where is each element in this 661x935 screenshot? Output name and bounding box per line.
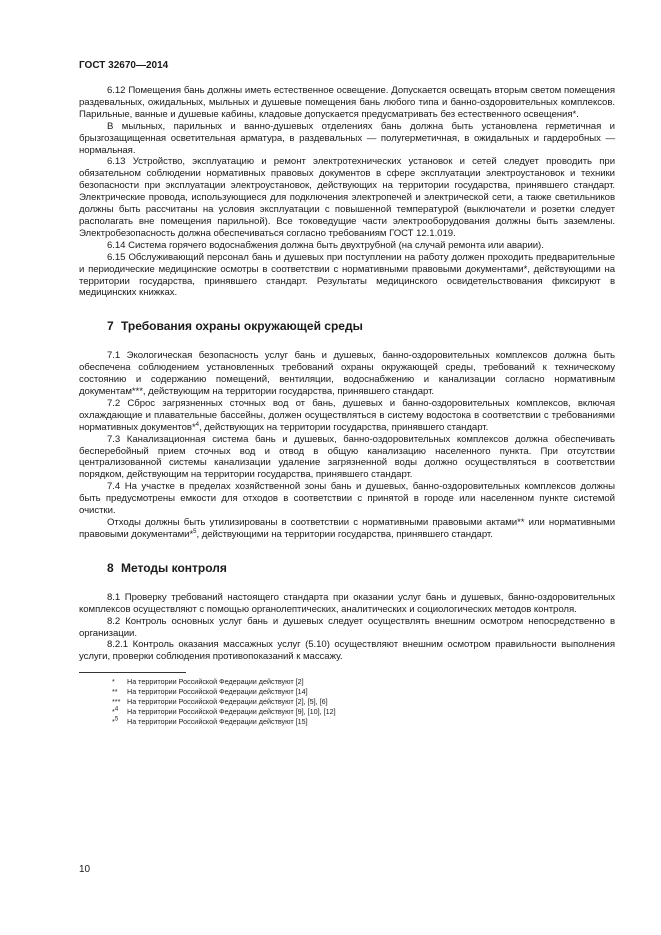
footnote-mark: * bbox=[112, 717, 115, 727]
footnote bbox=[112, 697, 615, 707]
footnote-mark: * bbox=[112, 677, 115, 687]
footnote-mark-sup: 5 bbox=[114, 716, 119, 723]
paragraph bbox=[79, 350, 615, 398]
paragraph-text: 8.1 Проверку требований настоящего стандарта при оказании услуг бань и душевых, банно-оздоровительных комплексов осуществляют с помощью органолептических, аналитических и социологических методов контроля. bbox=[79, 591, 615, 615]
section-heading bbox=[107, 319, 615, 333]
footnote-text: На территории Российской Федерации действуют [9], [10], [12] bbox=[127, 707, 336, 717]
footnote-text: На территории Российской Федерации действуют [2], [5], [6] bbox=[127, 697, 328, 707]
footnote-mark: *** bbox=[112, 697, 121, 707]
section-title: Методы контроля bbox=[121, 560, 227, 575]
paragraph-text: , действующими на территории государства, принявшего стандарт. bbox=[196, 528, 493, 540]
footnote-marker bbox=[112, 687, 127, 697]
section-number: 8 bbox=[107, 560, 114, 575]
paragraph-text: 7.1 Экологическая безопасность услуг бань и душевых, банно-оздоровительных комплексов должна быть обеспечена соблюдением установленных требований охраны окружающей среды, требований к техническому состоянию и содержанию помещений, вентиляции, водоснабжению и канализации согласно нормативным документам***, действующим на территории государства, принявшего стандарт. bbox=[79, 350, 615, 398]
paragraph bbox=[79, 156, 615, 239]
paragraph-text: 6.12 Помещения бань должны иметь естественное освещение. Допускается освещать вторым светом помещения раздевальных, ожидальных, мыльных и душевые помещения бань любого типа и банно-оздоровительных комплексов. Парильные, ванные и душевые кабины, кладовые допускается предусматривать без естественного освещения*. bbox=[79, 85, 615, 120]
paragraph-text: 6.15 Обслуживающий персонал бань и душевых при поступлении на работу должен проходить предварительные и периодические медицинские осмотры в соответствии с нормативными правовыми документами*, действующими на территории государства, принявшего стандарт. Результаты медицинского освидетельствования фиксируют в медицинских книжках. bbox=[79, 251, 615, 299]
footnote-marker bbox=[112, 717, 127, 727]
paragraph-text: 6.13 Устройство, эксплуатацию и ремонт электротехнических установок и сетей следует проводить при обязательном соблюдении нормативных правовых документов в сфере эксплуатации электроустановок и техники безопасности при эксплуатации электроустановок, действующих на территории государства, принявшего стандарт. Электрические провода, использующиеся для подключения электропечей и электрической сети, а также светильников должны быть рассчитаны на условия эксплуатации с повышенной температурой (выключатели и розетки следует располагать вне помещения парильной). Все токоведущие части электрооборудования должны быть заземлены. Электробезопасность должна обеспечиваться согласно требованиям ГОСТ 12.1.019. bbox=[79, 156, 615, 239]
footnote-ref[interactable]: 4 bbox=[195, 421, 199, 428]
paragraph bbox=[79, 121, 615, 157]
footnote bbox=[112, 707, 615, 717]
footnote-text: На территории Российской Федерации действуют [2] bbox=[127, 677, 304, 687]
footnote bbox=[112, 687, 615, 697]
paragraph bbox=[79, 639, 615, 663]
paragraph bbox=[79, 240, 615, 252]
section-heading bbox=[107, 561, 615, 575]
document-page bbox=[79, 60, 615, 727]
paragraph bbox=[79, 252, 615, 300]
paragraph-text: В мыльных, парильных и ванно-душевых отделениях бань должна быть установлена герметичная и брызгозащищенная осветительная арматура, в раздевальных — полугерметичная, в ожидальных и гардеробных — нормальная. bbox=[79, 120, 615, 156]
footnote-text: На территории Российской Федерации действуют [14] bbox=[127, 687, 308, 697]
paragraph bbox=[79, 85, 615, 121]
page-number: 10 bbox=[79, 864, 91, 875]
section-title: Требования охраны окружающей среды bbox=[121, 319, 363, 334]
paragraph bbox=[79, 616, 615, 640]
running-header: ГОСТ 32670—2014 bbox=[79, 60, 169, 71]
footnote bbox=[112, 677, 615, 687]
footnote-ref[interactable]: 5 bbox=[193, 528, 197, 535]
paragraph-text: 6.14 Система горячего водоснабжения должна быть двухтрубной (на случай ремонта или аварии). bbox=[107, 239, 544, 251]
paragraph-text: 8.2.1 Контроль оказания массажных услуг (5.10) осуществляют внешним осмотром правильности выполнения услуги, проверки соблюдения противопоказаний к массажу. bbox=[79, 639, 615, 663]
footnote-separator bbox=[79, 672, 186, 673]
paragraph-text: , действующих на территории государства, принявшего стандарт. bbox=[198, 421, 489, 433]
paragraph bbox=[79, 481, 615, 517]
footnotes bbox=[112, 677, 615, 727]
paragraph-text: Отходы должны быть утилизированы в соответствии с нормативными правовыми актами** или нормативными правовыми документами* bbox=[79, 517, 615, 540]
footnote-mark: * bbox=[112, 707, 115, 717]
paragraph bbox=[79, 398, 615, 434]
footnote-marker bbox=[112, 677, 127, 687]
footnote-mark: ** bbox=[112, 687, 118, 697]
paragraph-text: 8.2 Контроль основных услуг бань и душевых следует осуществлять внешним осмотром непосредственно в организации. bbox=[79, 615, 615, 639]
footnote-marker bbox=[112, 697, 127, 707]
footnote-mark-sup: 4 bbox=[114, 706, 119, 713]
paragraph-text: 7.3 Канализационная система бань и душевых, банно-оздоровительных комплексов должна обеспечивать бесперебойный прием сточных вод и отвод в общую канализацию населенного пункта. При отсутствии централизованной системы канализации удаление загрязненной воды должно осуществляться в соответствии порядком, действующим на территории государства, принявшего стандарт. bbox=[79, 433, 615, 481]
document-body bbox=[79, 85, 615, 663]
footnote-marker bbox=[112, 707, 127, 717]
footnote bbox=[112, 717, 615, 727]
paragraph bbox=[79, 434, 615, 482]
paragraph-text: 7.4 На участке в пределах хозяйственной зоны бань и душевых, банно-оздоровительных комплексов должны быть предусмотрены емкости для отходов в соответствии с принятой в городе или населенном пункте системой очистки. bbox=[79, 481, 615, 517]
paragraph bbox=[79, 517, 615, 541]
footnote-text: На территории Российской Федерации действуют [15] bbox=[127, 717, 308, 727]
paragraph-text: 7.2 Сброс загрязненных сточных вод от бань, душевых и банно-оздоровительных комплексов, включая охлаждающие и плавательные бассейны, должен осуществляться в систему водостока в соответствии с требованиями нормативных документов* bbox=[79, 397, 615, 433]
paragraph bbox=[79, 592, 615, 616]
section-number: 7 bbox=[107, 319, 114, 334]
